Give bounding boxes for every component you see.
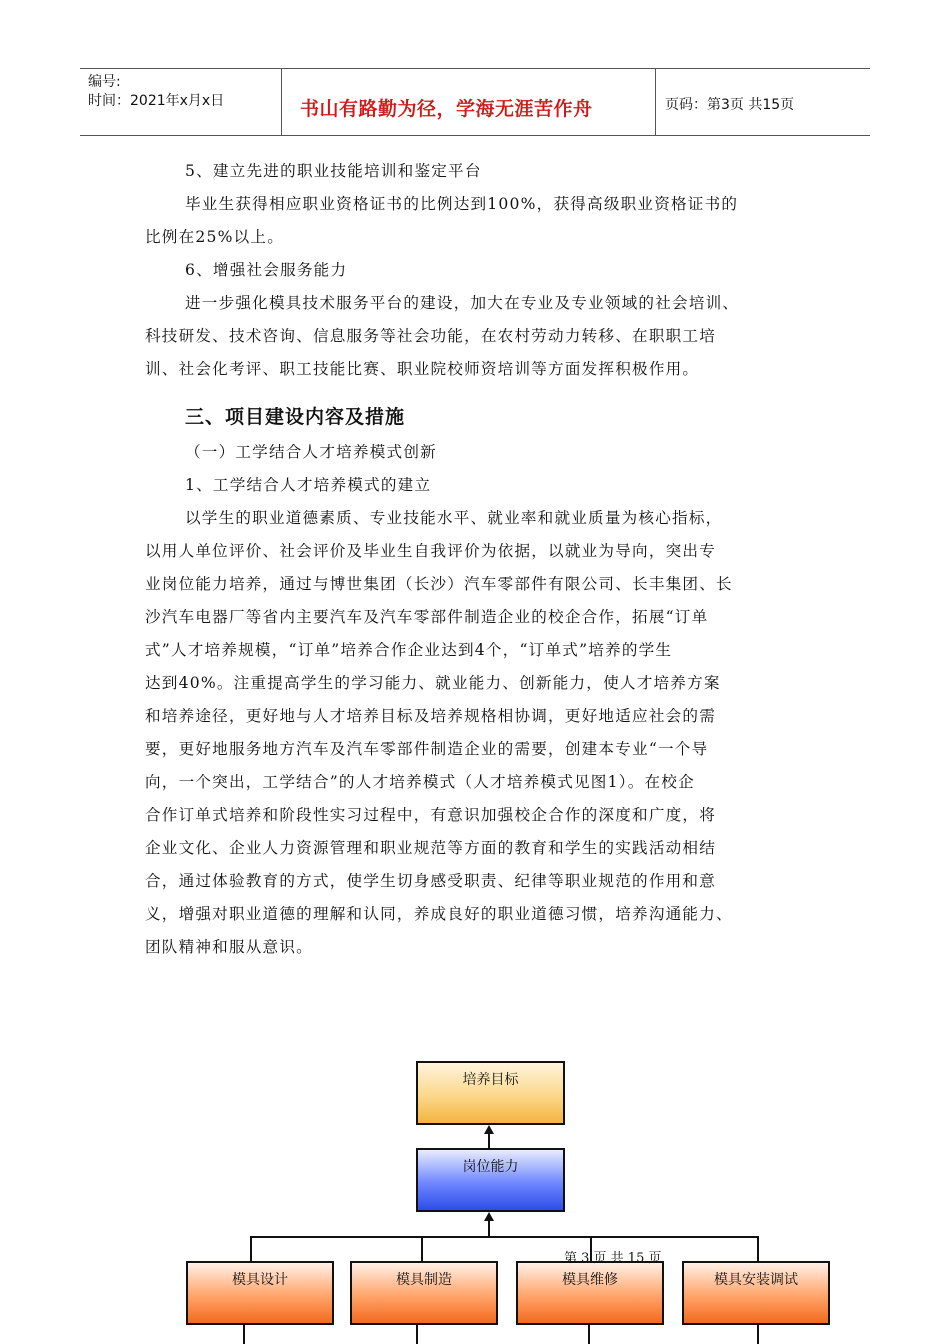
paragraph-line: 进一步强化模具技术服务平台的建设，加大在专业及专业领域的社会培训、 (185, 294, 740, 312)
paragraph-line: 式”人才培养规模，“订单”培养合作企业达到4个，“订单式”培养的学生 (145, 641, 673, 659)
connector-line (588, 1325, 590, 1344)
paragraph-line: 训、社会化考评、职工技能比赛、职业院校师资培训等方面发挥积极作用。 (145, 360, 700, 378)
paragraph-line: 要，更好地服务地方汽车及汽车零部件制造企业的需要，创建本专业“一个导 (145, 740, 709, 758)
connector-line (243, 1325, 245, 1344)
header-top-rule (80, 68, 870, 69)
header-page-info: 页码：第3页 共15页 (665, 97, 795, 113)
paragraph-line: 以学生的职业道德素质、专业技能水平、就业率和就业质量为核心指标， (185, 509, 723, 527)
header-bottom-rule (80, 135, 870, 136)
paragraph-line: 达到40%。注重提高学生的学习能力、就业能力、创新能力，使人才培养方案 (145, 674, 721, 692)
connector-line (250, 1236, 252, 1262)
footer-page-number: 第 3 页 共 15 页 (564, 1251, 662, 1266)
header-divider-right (655, 68, 656, 136)
arrow-up-icon (484, 1125, 494, 1134)
diagram-goal-box: 培养目标 (416, 1061, 565, 1125)
paragraph-line: 向，一个突出，工学结合”的人才培养模式（人才培养模式见图1）。在校企 (145, 773, 695, 791)
header-date: 时间：2021年x月x日 (88, 93, 225, 109)
connector-line (488, 1220, 490, 1237)
paragraph-line: 业岗位能力培养，通过与博世集团（长沙）汽车零部件有限公司、长丰集团、长 (145, 575, 733, 593)
paragraph-line: 毕业生获得相应职业资格证书的比例达到100%，获得高级职业资格证书的 (185, 195, 739, 213)
paragraph-line: 沙汽车电器厂等省内主要汽车及汽车零部件制造企业的校企合作，拓展“订单 (145, 608, 709, 626)
paragraph-line: 团队精神和服从意识。 (145, 938, 313, 956)
section-heading: 三、项目建设内容及措施 (185, 406, 406, 428)
paragraph-line: 和培养途径，更好地与人才培养目标及培养规格相协调，更好地适应社会的需 (145, 707, 716, 725)
paragraph-line: 科技研发、技术咨询、信息服务等社会功能，在农村劳动力转移、在职职工培 (145, 327, 716, 345)
paragraph-line: 合，通过体验教育的方式，使学生切身感受职责、纪律等职业规范的作用和意 (145, 872, 716, 890)
paragraph-line: 以用人单位评价、社会评价及毕业生自我评价为依据，以就业为导向，突出专 (145, 542, 716, 560)
connector-line (416, 1325, 418, 1344)
paragraph-line: 企业文化、企业人力资源管理和职业规范等方面的教育和学生的实践活动相结 (145, 839, 716, 857)
diagram-module-box: 模具维修 (516, 1261, 664, 1325)
diagram-module-box: 模具设计 (186, 1261, 334, 1325)
item-5-heading: 5、建立先进的职业技能培训和鉴定平台 (185, 162, 482, 180)
header-number-label: 编号: (88, 74, 121, 90)
paragraph-line: 合作订单式培养和阶段性实习过程中，有意识加强校企合作的深度和广度，将 (145, 806, 716, 824)
connector-line (757, 1325, 759, 1344)
header-divider-left (281, 68, 282, 136)
paragraph-line: 义，增强对职业道德的理解和认同，养成良好的职业道德习惯，培养沟通能力、 (145, 905, 733, 923)
connector-line (757, 1236, 759, 1262)
item-1-heading: 1、工学结合人才培养模式的建立 (185, 476, 432, 494)
connector-line (421, 1236, 423, 1262)
diagram-module-box: 模具制造 (350, 1261, 498, 1325)
connector-line (488, 1133, 490, 1149)
diagram-post-ability-box: 岗位能力 (416, 1148, 565, 1212)
subsection-heading: （一）工学结合人才培养模式创新 (185, 443, 437, 461)
connector-bus (250, 1236, 758, 1238)
arrow-up-icon (484, 1212, 494, 1221)
paragraph-line: 比例在25%以上。 (145, 228, 285, 246)
item-6-heading: 6、增强社会服务能力 (185, 261, 348, 279)
header-motto: 书山有路勤为径，学海无涯苦作舟 (300, 98, 593, 120)
diagram-module-box: 模具安装调试 (682, 1261, 830, 1325)
